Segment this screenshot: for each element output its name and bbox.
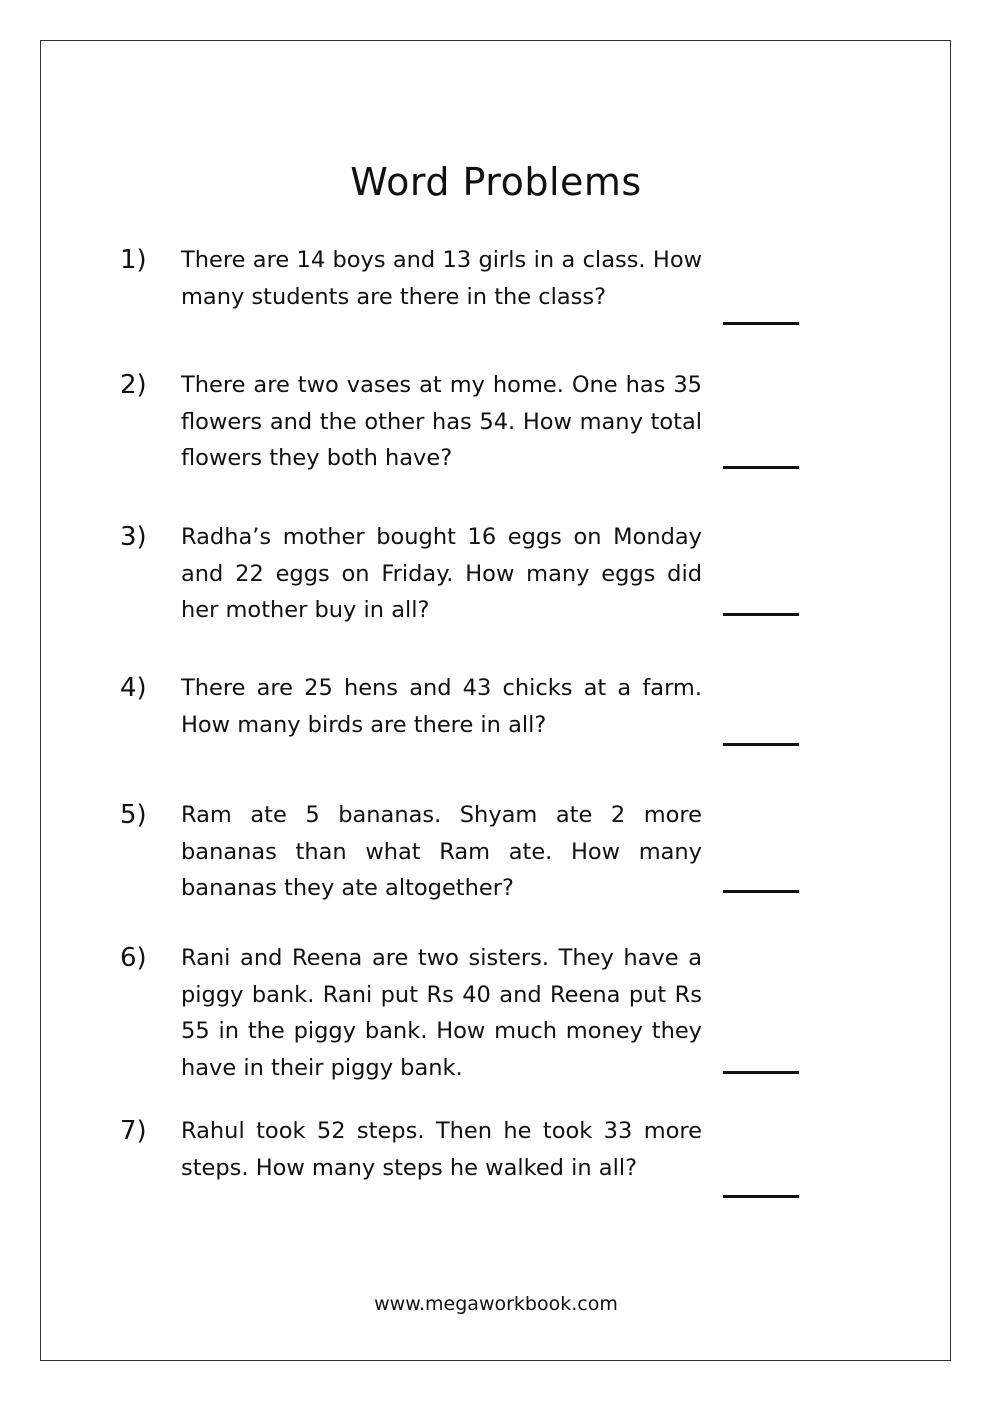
problem-number: 1) bbox=[120, 245, 147, 275]
answer-blank-7[interactable] bbox=[723, 1195, 799, 1198]
problem-text: There are 25 hens and 43 chicks at a farm. How many birds are there in all? bbox=[181, 675, 702, 738]
problem-text: Rani and Reena are two sisters. They have a piggy bank. Rani put Rs 40 and Reena put Rs 55 in the piggy bank. How much money they have in their piggy bank. bbox=[181, 945, 702, 1081]
answer-blank-2[interactable] bbox=[723, 466, 799, 469]
answer-blank-6[interactable] bbox=[723, 1071, 799, 1074]
problem-number: 6) bbox=[120, 943, 147, 973]
problem-text: Ram ate 5 bananas. Shyam ate 2 more bananas than what Ram ate. How many bananas they ate altogether? bbox=[181, 802, 702, 901]
problem-number: 4) bbox=[120, 673, 147, 703]
problem-number: 3) bbox=[120, 522, 147, 552]
answer-blank-5[interactable] bbox=[723, 890, 799, 893]
answer-blank-1[interactable] bbox=[723, 322, 799, 325]
problem-number: 5) bbox=[120, 800, 147, 830]
problem-text: Rahul took 52 steps. Then he took 33 more steps. How many steps he walked in all? bbox=[181, 1118, 702, 1181]
answer-blank-3[interactable] bbox=[723, 613, 799, 616]
problem-text: There are 14 boys and 13 girls in a class. How many students are there in the class? bbox=[181, 247, 702, 310]
problem-text: Radha’s mother bought 16 eggs on Monday and 22 eggs on Friday. How many eggs did her mother buy in all? bbox=[181, 524, 702, 623]
footer-website: www.megaworkbook.com bbox=[374, 1293, 618, 1315]
problem-number: 7) bbox=[120, 1116, 147, 1146]
page-title: Word Problems bbox=[350, 160, 642, 204]
answer-blank-4[interactable] bbox=[723, 743, 799, 746]
problem-text: There are two vases at my home. One has 35 flowers and the other has 54. How many total flowers they both have? bbox=[181, 372, 702, 471]
problem-number: 2) bbox=[120, 370, 147, 400]
